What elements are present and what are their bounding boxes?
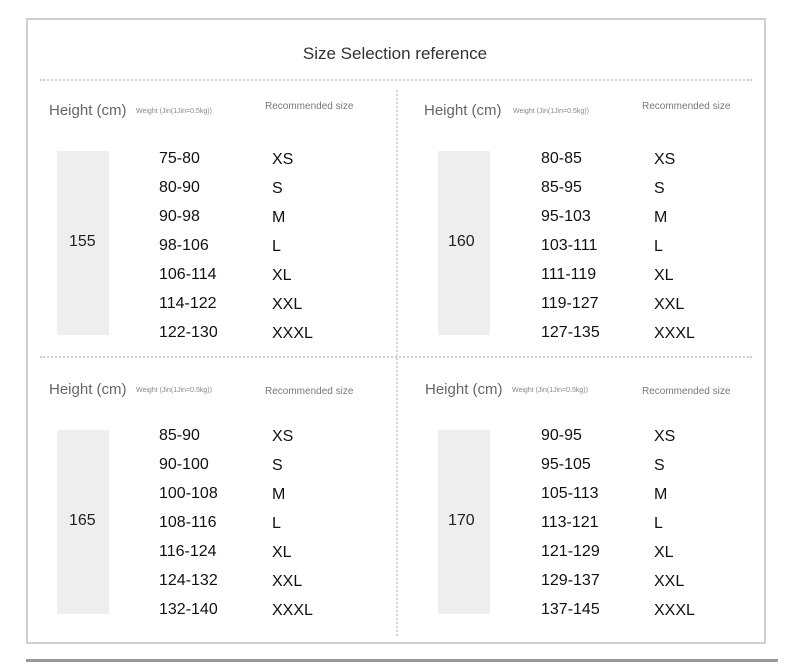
table-row [159,295,399,324]
size-table-165 [49,381,409,651]
height-header: Height (cm) [425,381,503,398]
table-row [159,324,399,353]
size-value: XXXL [272,602,313,619]
size-value: M [272,486,286,503]
size-value: S [272,457,283,474]
size-value: S [654,457,665,474]
weight-range: 124-132 [159,572,218,589]
size-value: XS [654,151,676,168]
table-row [159,427,399,456]
table-row [541,485,781,514]
weight-header: Weight (Jin(1Jin=0.5kg)) [136,387,212,394]
size-value: XXXL [654,325,695,342]
weight-range: 116-124 [159,543,217,560]
height-value: 165 [69,512,96,529]
size-value: XL [272,544,292,561]
size-rows [541,427,781,630]
size-value: XS [272,428,294,445]
weight-range: 113-121 [541,514,599,531]
weight-range: 111-119 [541,266,597,283]
size-table-170 [425,381,785,651]
weight-range: 132-140 [159,601,218,618]
table-row [541,266,781,295]
table-row [541,150,781,179]
weight-range: 137-145 [541,601,600,618]
top-divider [40,79,752,81]
table-row [159,266,399,295]
table-row [159,601,399,630]
weight-header: Weight (Jin(1Jin=0.5kg)) [512,387,588,394]
table-row [159,179,399,208]
weight-range: 127-135 [541,324,600,341]
size-value: XXL [272,296,303,313]
weight-range: 90-98 [159,208,200,225]
size-value: L [272,238,281,255]
bottom-rule [26,659,778,662]
recommended-size-header: Recommended size [265,101,354,112]
weight-range: 103-111 [541,237,598,254]
weight-range: 90-95 [541,427,582,444]
recommended-size-header: Recommended size [265,386,354,397]
table-row [541,427,781,456]
table-row [159,150,399,179]
size-rows [159,150,399,353]
height-value: 170 [448,512,475,529]
recommended-size-header: Recommended size [642,101,731,112]
weight-range: 121-129 [541,543,600,560]
weight-range: 85-90 [159,427,200,444]
size-rows [541,150,781,353]
size-table-160 [424,102,784,372]
weight-header: Weight (Jin(1Jin=0.5kg)) [136,108,212,115]
size-value: XXXL [654,602,695,619]
weight-range: 85-95 [541,179,582,196]
table-row [159,208,399,237]
table-row [159,572,399,601]
height-value: 160 [448,233,475,250]
weight-range: 75-80 [159,150,200,167]
height-header: Height (cm) [424,102,502,119]
weight-range: 119-127 [541,295,599,312]
size-value: XL [654,267,674,284]
size-value: XL [654,544,674,561]
weight-range: 106-114 [159,266,217,283]
size-value: XS [654,428,676,445]
weight-range: 80-85 [541,150,582,167]
height-header: Height (cm) [49,102,127,119]
size-rows [159,427,399,630]
size-value: L [654,515,663,532]
weight-range: 122-130 [159,324,218,341]
weight-range: 100-108 [159,485,218,502]
table-row [541,208,781,237]
table-row [541,237,781,266]
table-row [541,514,781,543]
page-title: Size Selection reference [302,44,488,63]
table-row [541,179,781,208]
size-value: S [654,180,665,197]
size-value: XXL [272,573,303,590]
weight-range: 95-103 [541,208,591,225]
size-value: L [654,238,663,255]
table-row [159,456,399,485]
table-row [541,456,781,485]
table-row [159,485,399,514]
weight-range: 129-137 [541,572,600,589]
table-row [541,295,781,324]
size-value: L [272,515,281,532]
height-header: Height (cm) [49,381,127,398]
weight-header: Weight (Jin(1Jin=0.5kg)) [513,108,589,115]
size-value: XL [272,267,292,284]
weight-range: 108-116 [159,514,217,531]
table-row [159,514,399,543]
size-value: XXL [654,573,685,590]
weight-range: 80-90 [159,179,200,196]
weight-range: 90-100 [159,456,209,473]
weight-range: 114-122 [159,295,217,312]
table-row [541,572,781,601]
height-value: 155 [69,233,96,250]
size-table-155 [49,102,409,372]
table-row [541,324,781,353]
table-row [541,601,781,630]
weight-range: 95-105 [541,456,591,473]
size-value: M [654,486,668,503]
size-value: XXL [654,296,685,313]
size-value: XS [272,151,294,168]
weight-range: 98-106 [159,237,209,254]
table-row [159,543,399,572]
size-value: XXXL [272,325,313,342]
table-row [541,543,781,572]
weight-range: 105-113 [541,485,599,502]
recommended-size-header: Recommended size [642,386,731,397]
size-value: M [654,209,668,226]
size-value: M [272,209,286,226]
size-value: S [272,180,283,197]
table-row [159,237,399,266]
